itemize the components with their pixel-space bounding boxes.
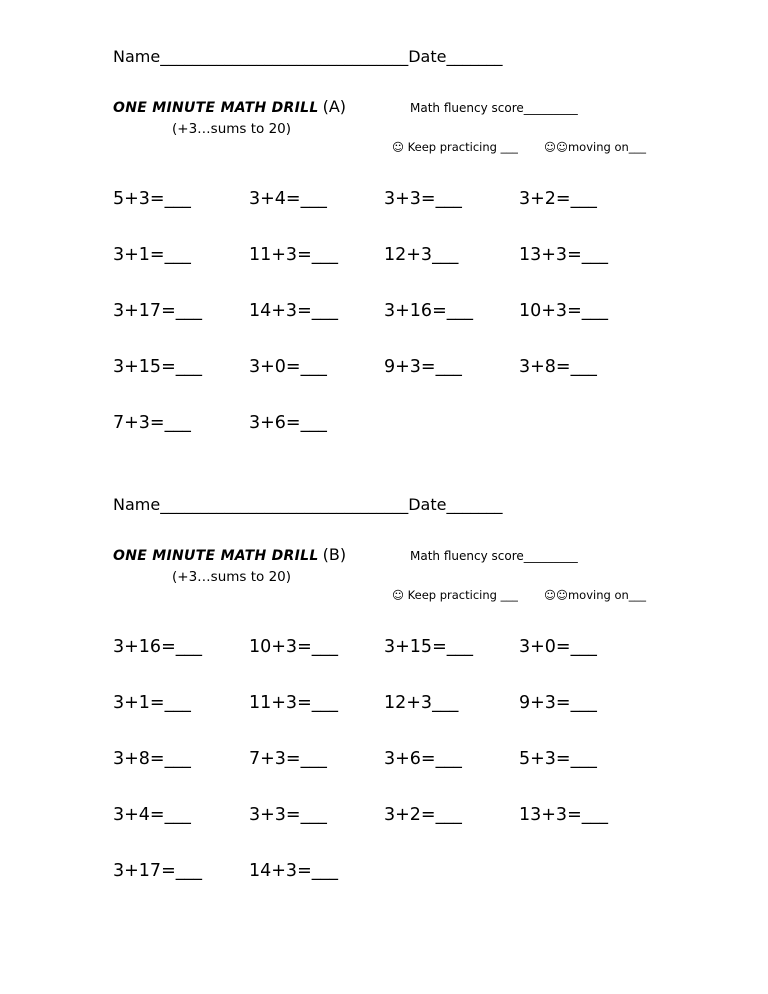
problem[interactable]: 3+4=___ (113, 805, 191, 825)
problem[interactable]: 10+3=___ (249, 637, 338, 657)
problem[interactable]: 3+8=___ (519, 357, 597, 377)
drill-title (113, 545, 346, 564)
problem[interactable]: 3+2=___ (519, 189, 597, 209)
moving-on-line[interactable]: ☺☺moving on___ (544, 140, 647, 154)
problem[interactable]: 13+3=___ (519, 245, 608, 265)
problem[interactable]: 12+3___ (384, 693, 459, 713)
keep-practicing-line[interactable]: ☺ Keep practicing ___ (392, 588, 518, 602)
drill-title-text: ONE MINUTE MATH DRILL (113, 100, 319, 116)
problem[interactable]: 12+3___ (384, 245, 459, 265)
problem[interactable]: 3+16=___ (113, 637, 202, 657)
problem[interactable]: 3+3=___ (249, 805, 327, 825)
problem[interactable]: 3+4=___ (249, 189, 327, 209)
problem[interactable]: 7+3=___ (249, 749, 327, 769)
problem[interactable]: 14+3=___ (249, 301, 338, 321)
problem[interactable]: 3+3=___ (384, 189, 462, 209)
drill-a (0, 0, 768, 440)
problem[interactable]: 10+3=___ (519, 301, 608, 321)
drill-subtitle: (+3…sums to 20) (172, 569, 292, 585)
problem[interactable]: 3+6=___ (249, 413, 327, 433)
problem[interactable]: 3+16=___ (384, 301, 473, 321)
fluency-score-line[interactable]: Math fluency score_________ (410, 549, 578, 563)
problem[interactable]: 13+3=___ (519, 805, 608, 825)
problem[interactable]: 3+1=___ (113, 693, 191, 713)
problem[interactable]: 3+15=___ (384, 637, 473, 657)
problem[interactable]: 11+3=___ (249, 693, 338, 713)
drill-b (0, 448, 768, 888)
problem[interactable]: 3+17=___ (113, 861, 202, 881)
problem[interactable]: 9+3=___ (519, 693, 597, 713)
problem[interactable]: 3+0=___ (249, 357, 327, 377)
drill-title (113, 97, 346, 116)
drill-subtitle: (+3…sums to 20) (172, 121, 292, 137)
fluency-score-line[interactable]: Math fluency score_________ (410, 101, 578, 115)
problem[interactable]: 3+6=___ (384, 749, 462, 769)
drill-version: (B) (322, 545, 347, 564)
problem[interactable]: 11+3=___ (249, 245, 338, 265)
problem[interactable]: 3+8=___ (113, 749, 191, 769)
name-date-line[interactable]: Name_______________________________Date_______ (113, 495, 503, 514)
drill-version: (A) (322, 97, 347, 116)
problem[interactable]: 3+15=___ (113, 357, 202, 377)
problem[interactable]: 3+1=___ (113, 245, 191, 265)
problem[interactable]: 3+2=___ (384, 805, 462, 825)
problem[interactable]: 5+3=___ (519, 749, 597, 769)
drill-title-text: ONE MINUTE MATH DRILL (113, 548, 319, 564)
problem[interactable]: 3+17=___ (113, 301, 202, 321)
name-date-line[interactable]: Name_______________________________Date_______ (113, 47, 503, 66)
problem[interactable]: 7+3=___ (113, 413, 191, 433)
keep-practicing-line[interactable]: ☺ Keep practicing ___ (392, 140, 518, 154)
problem[interactable]: 5+3=___ (113, 189, 191, 209)
problem[interactable]: 9+3=___ (384, 357, 462, 377)
moving-on-line[interactable]: ☺☺moving on___ (544, 588, 647, 602)
problem[interactable]: 14+3=___ (249, 861, 338, 881)
problem[interactable]: 3+0=___ (519, 637, 597, 657)
